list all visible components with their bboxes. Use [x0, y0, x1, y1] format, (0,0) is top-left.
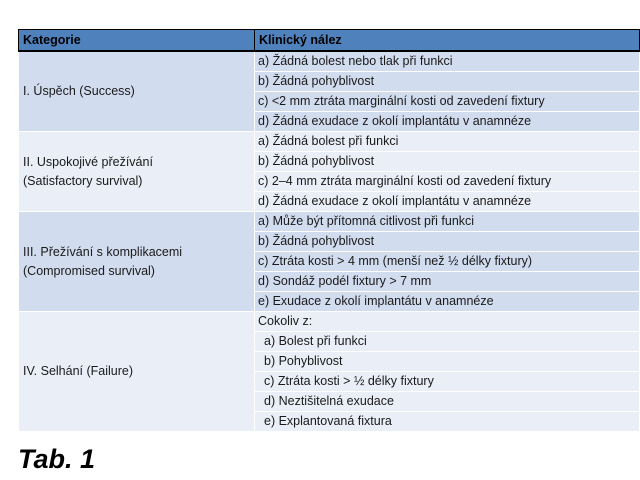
category-label: III. Přežívání s komplikacemi [23, 244, 183, 259]
category-label: I. Úspěch (Success) [23, 84, 135, 98]
category-label: IV. Selhání (Failure) [23, 364, 134, 378]
finding-line: c) Ztráta kosti > ½ délky fixtury [255, 372, 639, 392]
table-row [19, 51, 640, 132]
finding-line: b) Žádná pohyblivost [255, 232, 639, 252]
table-header-row [19, 30, 640, 52]
findings-cell [255, 132, 640, 212]
category-cell [19, 312, 255, 432]
finding-line: c) Ztráta kosti > 4 mm (menší než ½ délky fixtury) [255, 252, 639, 272]
finding-line: a) Bolest při funkci [255, 332, 639, 352]
finding-line: e) Exudace z okolí implantátu v anamnéze [258, 294, 494, 308]
finding-line: a) Žádná bolest při funkci [255, 132, 639, 152]
finding-line: d) Žádná exudace z okolí implantátu v anamnéze [258, 114, 532, 128]
category-cell [19, 51, 255, 132]
table-row [19, 212, 640, 312]
finding-line: c) <2 mm ztráta marginální kosti od zavedení fixtury [255, 92, 639, 112]
finding-line: e) Explantovaná fixtura [264, 414, 392, 428]
classification-table [18, 29, 640, 432]
finding-line: b) Žádná pohyblivost [255, 152, 639, 172]
header-klinicky-nalez: Klinický nález [255, 30, 640, 52]
category-sublabel: (Satisfactory survival) [23, 173, 143, 188]
table-caption: Tab. 1 [18, 444, 96, 474]
findings-cell [255, 212, 640, 312]
findings-cell [255, 51, 640, 132]
category-cell [19, 132, 255, 212]
category-sublabel: (Compromised survival) [23, 263, 155, 278]
finding-line: d) Neztišitelná exudace [255, 392, 639, 412]
header-kategorie: Kategorie [19, 30, 255, 52]
finding-intro: Cokoliv z: [255, 312, 639, 332]
findings-cell [255, 312, 640, 432]
finding-line: b) Pohyblivost [255, 352, 639, 372]
finding-line: c) 2–4 mm ztráta marginální kosti od zavedení fixtury [255, 172, 639, 192]
finding-line: d) Žádná exudace z okolí implantátu v anamnéze [258, 194, 532, 208]
table-row [19, 132, 640, 212]
finding-line: a) Žádná bolest nebo tlak při funkci [255, 52, 639, 72]
finding-line: a) Může být přítomná citlivost při funkci [255, 212, 639, 232]
category-label: II. Uspokojivé přežívání [23, 154, 153, 169]
finding-line: d) Sondáž podél fixtury > 7 mm [255, 272, 639, 292]
finding-line: b) Žádná pohyblivost [255, 72, 639, 92]
category-cell [19, 212, 255, 312]
table-row [19, 312, 640, 432]
